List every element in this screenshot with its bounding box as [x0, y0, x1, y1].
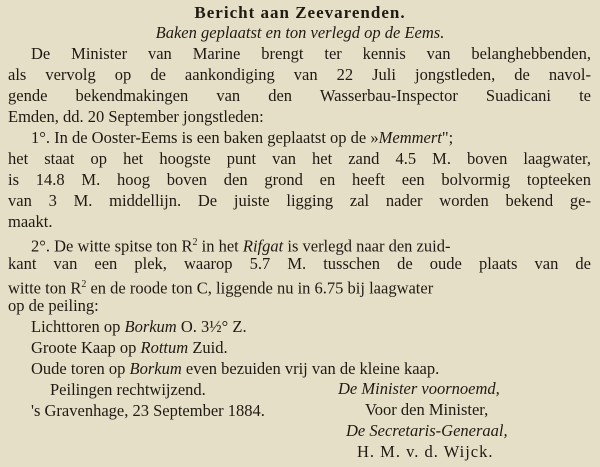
buoy-superscript-2: 2 [81, 279, 87, 290]
item1-line-1-post: "; [441, 128, 454, 147]
intro-line-2: als vervolg op de aankondiging van 22 Juli jongstleden, de navol- [8, 65, 591, 84]
intro-line-1: De Minister van Marine brengt ter kennis van belanghebbenden, [31, 44, 591, 63]
bearing-2 [31, 337, 228, 358]
item1-line-1 [31, 127, 453, 148]
notice-subtitle: Baken geplaatst en ton verlegd op de Eems. [155, 23, 445, 42]
bearing-1-pre: Lichttoren op [31, 317, 125, 336]
item2-line-1-pre: 2°. De witte spitse ton R [31, 236, 193, 256]
item1-line-1-pre: 1°. In de Ooster-Eems is een baken geplaatst op de » [31, 128, 379, 147]
bearing-2-pre: Groote Kaap op [31, 338, 141, 357]
buoy-superscript: 2 [192, 237, 198, 248]
item2-line-1-mid: in het [197, 236, 243, 256]
signature-line-2: Voor den Minister, [365, 400, 489, 419]
item1-line-5: maakt. [8, 212, 53, 231]
bearing-1 [31, 316, 247, 337]
item2-line-2: kant van een plek, waarop 5.7 M. tusschen de oude plaats van de [8, 254, 591, 273]
item2-line-4: op de peiling: [8, 296, 99, 315]
rifgat-name: Rifgat [242, 236, 284, 256]
bearing-2-place: Rottum [140, 338, 189, 357]
bearings-note: Peilingen rechtwijzend. [50, 380, 206, 399]
item1-line-3: is 14.8 M. hoog boven den grond en heeft een bolvormig topteeken [8, 170, 591, 189]
item1-line-2: het staat op het hoogste punt van het zand 4.5 M. boven laagwater, [8, 149, 591, 168]
signature-line-3: De Secretaris-Generaal, [346, 421, 508, 440]
bearing-3-post: even bezuiden vrij van de kleine kaap. [181, 359, 440, 378]
intro-line-4: Emden, dd. 20 September jongstleden: [8, 107, 264, 126]
intro-line-3: gende bekendmakingen van den Wasserbau-Inspector Suadicani te [8, 86, 591, 105]
item2-line-3-post: en de roode ton C, liggende nu in 6.75 bij laagwater [86, 278, 434, 298]
item2-line-3-pre: witte ton R [8, 278, 82, 298]
bearing-3-place: Borkum [129, 359, 182, 378]
place-date: 's Gravenhage, 23 September 1884. [31, 401, 265, 420]
bearing-1-post: O. 3½° Z. [176, 317, 247, 336]
memmert-name: Memmert [378, 128, 442, 147]
item1-line-4: van 3 M. middellijn. De juiste ligging zal nader worden bekend ge- [8, 191, 591, 210]
bearing-1-place: Borkum [124, 317, 177, 336]
item2-line-1-post: is verlegd naar den zuid- [283, 236, 451, 256]
signature-line-4: H. M. v. d. Wijck. [357, 442, 494, 461]
notice-title: Bericht aan Zeevarenden. [194, 3, 406, 22]
bearing-3-pre: Oude toren op [31, 359, 130, 378]
signature-line-1: De Minister voornoemd, [338, 379, 500, 398]
bearing-2-post: Zuid. [188, 338, 228, 357]
bearing-3 [31, 358, 439, 379]
